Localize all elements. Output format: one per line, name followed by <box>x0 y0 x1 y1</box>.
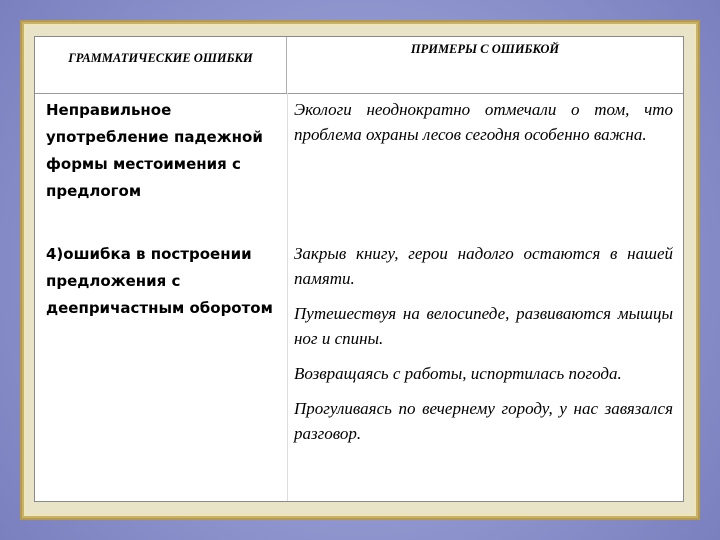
column-divider <box>287 93 288 501</box>
example-cell <box>287 241 683 456</box>
errors-table <box>34 36 684 502</box>
error-type: 4)ошибка в построении предложения с деепричастным оборотом <box>46 245 273 317</box>
example-sentence: Путешествуя на велосипеде, развиваются мышцы ног и спины. <box>294 304 673 348</box>
header-examples: ПРИМЕРЫ С ОШИБКОЙ <box>410 42 560 56</box>
table-row <box>35 93 683 227</box>
table-row <box>35 241 683 503</box>
example-sentence: Экологи неоднократно отмечали о том, что проблема охраны лесов сегодня особенно важна. <box>294 100 673 144</box>
table-header <box>35 37 683 94</box>
example-sentence: Возвращаясь с работы, испортилась погода. <box>294 364 622 383</box>
example-sentence: Прогуливаясь по вечернему городу, у нас завязался разговор. <box>294 399 673 443</box>
example-cell <box>287 97 683 157</box>
example-sentence: Закрыв книгу, герои надолго остаются в нашей памяти. <box>294 244 673 288</box>
header-grammar-errors: ГРАММАТИЧЕСКИЕ ОШИБКИ <box>35 37 287 93</box>
error-type: Неправильное употребление падежной формы местоимения с предлогом <box>46 101 263 200</box>
